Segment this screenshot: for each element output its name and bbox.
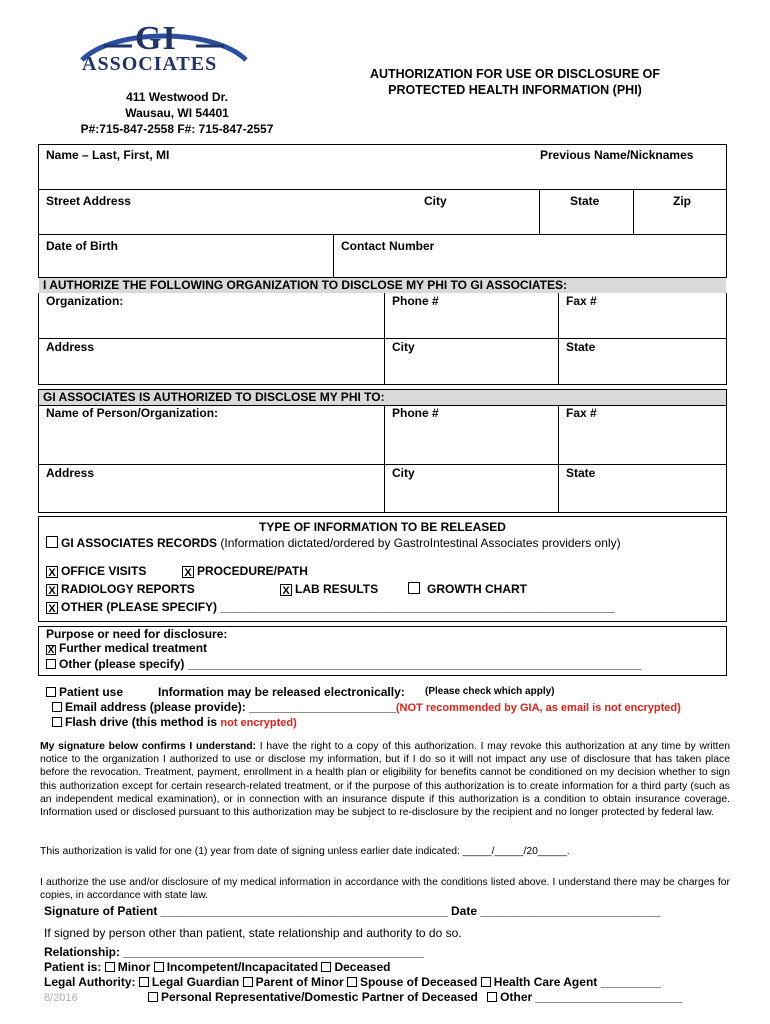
other-authority-checkbox[interactable] xyxy=(487,992,497,1002)
source-state-field[interactable]: State xyxy=(566,340,596,354)
growth-chart-label: GROWTH CHART xyxy=(427,582,527,596)
flash-drive-label: Flash drive (this method is xyxy=(65,715,221,729)
zip-field[interactable]: Zip xyxy=(673,194,691,208)
understand-lead: My signature below confirms I understand: xyxy=(40,741,257,752)
email-warning: (NOT recommended by GIA, as email is not encrypted) xyxy=(395,702,681,714)
disclose-to-gi-heading: I AUTHORIZE THE FOLLOWING ORGANIZATION TO DISCLOSE MY PHI TO GI ASSOCIATES: xyxy=(39,278,726,293)
recipient-state-field[interactable]: State xyxy=(566,466,596,480)
other-info-checkbox[interactable]: X xyxy=(46,602,58,614)
released-electronically-label: Information may be released electronically: xyxy=(158,685,405,699)
recipient-fax-field[interactable]: Fax # xyxy=(566,406,597,420)
source-city-field[interactable]: City xyxy=(392,340,415,354)
source-organization-field[interactable]: Organization: xyxy=(46,294,124,308)
check-which-note: (Please check which apply) xyxy=(425,686,555,697)
disclose-from-gi-heading: GI ASSOCIATES IS AUTHORIZED TO DISCLOSE MY PHI TO: xyxy=(39,390,726,405)
parent-of-minor-checkbox[interactable] xyxy=(243,977,253,987)
further-treatment-label: Further medical treatment xyxy=(59,641,208,655)
info-type-heading: TYPE OF INFORMATION TO BE RELEASED xyxy=(259,520,506,534)
patient-info-grid xyxy=(38,144,727,278)
source-address-field[interactable]: Address xyxy=(46,340,95,354)
org-address-line1: 411 Westwood Dr. xyxy=(126,90,228,104)
date-of-birth-field[interactable]: Date of Birth xyxy=(46,239,118,253)
form-title-line2: PROTECTED HEALTH INFORMATION (PHI) xyxy=(388,83,642,97)
legal-guardian-label: Legal Guardian xyxy=(151,975,240,989)
email-checkbox[interactable] xyxy=(52,702,62,712)
health-care-agent-label: Health Care Agent _________ xyxy=(493,975,661,989)
lab-results-label: LAB RESULTS xyxy=(295,582,379,596)
previous-names-field[interactable]: Previous Name/Nicknames xyxy=(540,148,694,162)
form-title-line1: AUTHORIZATION FOR USE OR DISCLOSURE OF xyxy=(369,67,661,81)
authorize-statement: I authorize the use and/or disclosure of my medical information in accordance with the conditions listed above. I understand there may be charges for copies, in accordance with state law. xyxy=(40,877,730,902)
procedure-path-label: PROCEDURE/PATH xyxy=(197,564,308,578)
lab-results-checkbox[interactable]: X xyxy=(280,584,292,596)
parent-of-minor-label: Parent of Minor xyxy=(255,975,344,989)
email-label: Email address (please provide): ______________________ xyxy=(65,700,396,714)
flash-drive-checkbox[interactable] xyxy=(52,717,62,727)
patient-use-checkbox[interactable] xyxy=(46,687,56,697)
other-authority-label: Other ______________________ xyxy=(500,990,683,1004)
patient-use-label: Patient use xyxy=(59,685,124,699)
valid-statement: This authorization is valid for one (1) year from date of signing unless earlier date indicated: _____/_____/20_____. xyxy=(40,846,570,857)
relationship-line[interactable]: Relationship: _____________________________________________ xyxy=(44,945,424,959)
purpose-heading: Purpose or need for disclosure: xyxy=(46,627,228,641)
gi-records-label: GI ASSOCIATES RECORDS xyxy=(61,536,218,550)
recipient-phone-field[interactable]: Phone # xyxy=(392,406,439,420)
other-person-note: If signed by person other than patient, state relationship and authority to do so. xyxy=(44,926,462,940)
spouse-of-deceased-checkbox[interactable] xyxy=(347,977,357,987)
other-purpose-checkbox[interactable] xyxy=(46,659,56,669)
other-purpose-label: Other (please specify) ____________________________________________________________________ xyxy=(59,657,642,671)
gi-records-note: (Information dictated/ordered by GastroIntestinal Associates providers only) xyxy=(217,536,621,550)
incompetent-checkbox[interactable] xyxy=(154,962,164,972)
office-visits-label: OFFICE VISITS xyxy=(61,564,147,578)
source-phone-field[interactable]: Phone # xyxy=(392,294,439,308)
state-field[interactable]: State xyxy=(570,194,600,208)
logo-associates-text: ASSOCIATES xyxy=(82,53,218,75)
other-info-label: OTHER (PLEASE SPECIFY) ___________________________________________________________ xyxy=(61,600,615,614)
recipient-city-field[interactable]: City xyxy=(392,466,415,480)
flash-drive-warning: not encrypted) xyxy=(220,717,297,729)
radiology-label: RADIOLOGY REPORTS xyxy=(61,582,195,596)
understand-body: I have the right to a copy of this authorization. I may revoke this authorization at any time by written notice to the organization I authorized to use or disclose my information, but if I do so it will not impact any use of disclosure that has taken place before the revocation. Treatment, payment, enrollment in a health plan or eligibility for benefits cannot be conditioned on my decision whether to sign this authorization except for certain research-related treatment, or if the purpose of this authorization is to create information for a third party (such as an independent medical examination), or in connection with an insurance dispute if this authorization is a condition to obtain insurance coverage. Information used or disclosed pursuant to this authorization may be subject to re-disclosure by the recipient and no longer protected by federal law. xyxy=(40,741,731,819)
minor-checkbox[interactable] xyxy=(105,962,115,972)
street-address-field[interactable]: Street Address xyxy=(46,194,131,208)
personal-rep-checkbox[interactable] xyxy=(148,992,158,1002)
disclose-to-gi-grid xyxy=(38,293,727,385)
patient-is-label: Patient is: xyxy=(44,960,102,974)
city-field[interactable]: City xyxy=(424,194,447,208)
office-visits-checkbox[interactable]: X xyxy=(46,566,58,578)
patient-name-field[interactable]: Name – Last, First, MI xyxy=(46,148,170,162)
understand-paragraph xyxy=(40,740,730,819)
growth-chart-checkbox[interactable] xyxy=(408,582,420,594)
org-phone-fax: P#:715-847-2558 F#: 715-847-2557 xyxy=(80,122,274,136)
deceased-checkbox[interactable] xyxy=(321,962,331,972)
deceased-label: Deceased xyxy=(334,960,391,974)
radiology-checkbox[interactable]: X xyxy=(46,584,58,596)
personal-rep-label: Personal Representative/Domestic Partner of Deceased xyxy=(161,990,478,1004)
legal-guardian-checkbox[interactable] xyxy=(139,977,149,987)
spouse-of-deceased-label: Spouse of Deceased xyxy=(359,975,478,989)
health-care-agent-checkbox[interactable] xyxy=(481,977,491,987)
source-fax-field[interactable]: Fax # xyxy=(566,294,597,308)
patient-signature-line[interactable]: Signature of Patient ___________________________________________ Date ___________________________ xyxy=(44,904,661,918)
procedure-path-checkbox[interactable]: X xyxy=(182,566,194,578)
logo-gi-text: GI xyxy=(135,20,177,57)
contact-number-field[interactable]: Contact Number xyxy=(341,239,435,253)
gi-records-checkbox[interactable] xyxy=(46,536,58,548)
revision-date: 8/2016 xyxy=(44,992,78,1004)
minor-label: Minor xyxy=(117,960,151,974)
incompetent-label: Incompetent/Incapacitated xyxy=(166,960,319,974)
form-title xyxy=(330,66,700,98)
recipient-name-field[interactable]: Name of Person/Organization: xyxy=(46,406,219,420)
org-address-line2: Wausau, WI 54401 xyxy=(125,106,229,120)
further-treatment-checkbox[interactable]: X xyxy=(47,645,55,656)
legal-authority-label: Legal Authority: xyxy=(44,975,136,989)
recipient-address-field[interactable]: Address xyxy=(46,466,95,480)
